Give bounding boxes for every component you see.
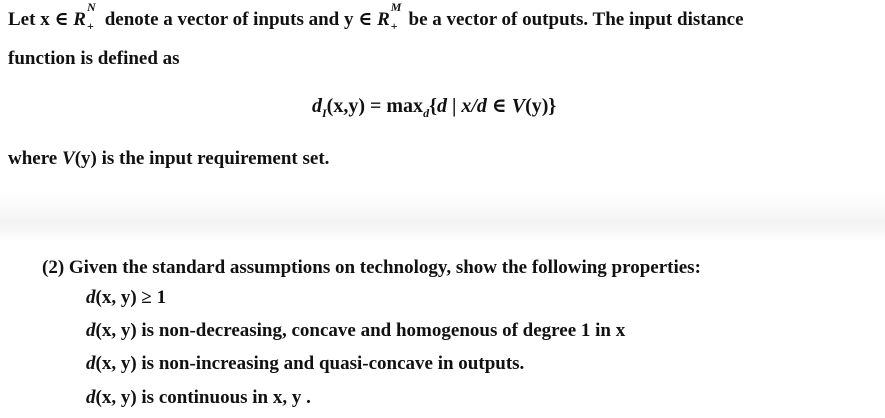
property-args: (x, y) <box>95 387 137 408</box>
sub-plus: + <box>86 19 94 33</box>
property-text: is non-increasing and quasi-concave in outputs. <box>141 353 525 374</box>
eq-bar: | <box>446 95 462 117</box>
question-heading <box>42 256 701 280</box>
intro-text-inputs: denote a vector of inputs and <box>104 9 340 30</box>
property-d: d <box>86 287 96 308</box>
property-text: is continuous in x, y . <box>141 387 311 408</box>
element-of-symbol: ∈ <box>54 9 69 30</box>
intro-text-function: function is defined as <box>8 48 180 69</box>
property-args: (x, y) <box>95 353 137 374</box>
eq-args-max: (x,y) = max <box>326 95 424 117</box>
intro-line-2 <box>8 47 180 71</box>
where-line <box>8 147 329 171</box>
eq-V-arg: (y)} <box>525 95 557 117</box>
eq-max-sub: d <box>423 106 430 120</box>
blurred-region <box>0 192 885 242</box>
property-text: is non-decreasing, concave and homogenous of degree 1 in x <box>141 320 626 341</box>
where-text: where <box>8 148 58 169</box>
question-heading-text: (2) Given the standard assumptions on technology, show the following properties: <box>42 257 701 278</box>
property-args: (x, y) <box>95 320 137 341</box>
property-args: (x, y) <box>95 287 137 308</box>
eq-fraction: x/d <box>461 95 487 117</box>
superscript-subscript-M <box>390 0 404 33</box>
property-item <box>86 386 311 410</box>
intro-text-outputs: be a vector of outputs. The input distance <box>408 9 744 30</box>
eq-set-d: d <box>436 95 447 117</box>
property-text: ≥ 1 <box>141 287 167 308</box>
property-d: d <box>86 320 96 341</box>
distance-function-equation <box>312 94 556 118</box>
property-d: d <box>86 387 96 408</box>
sub-plus-2: + <box>390 19 398 33</box>
eq-brace: { <box>429 95 437 117</box>
x-symbol: x <box>40 9 50 30</box>
property-item <box>86 286 166 310</box>
superscript-subscript-N <box>86 0 100 33</box>
y-symbol: y <box>343 9 354 30</box>
real-space-symbol-2: R <box>377 9 390 30</box>
where-V: V <box>62 148 75 169</box>
element-of-symbol-2: ∈ <box>358 9 373 30</box>
intro-line-1 <box>8 0 744 33</box>
sup-M: M <box>390 0 402 14</box>
eq-V: V <box>511 95 526 117</box>
where-desc: (y) is the input requirement set. <box>74 148 330 169</box>
property-d: d <box>86 353 96 374</box>
eq-in: ∈ <box>486 95 512 117</box>
eq-d: d <box>312 95 322 117</box>
intro-text-let: Let <box>8 9 36 30</box>
property-item <box>86 319 625 343</box>
property-item <box>86 352 524 376</box>
real-space-symbol: R <box>73 9 86 30</box>
eq-sub-I: I <box>322 106 327 120</box>
sup-N: N <box>86 0 96 14</box>
